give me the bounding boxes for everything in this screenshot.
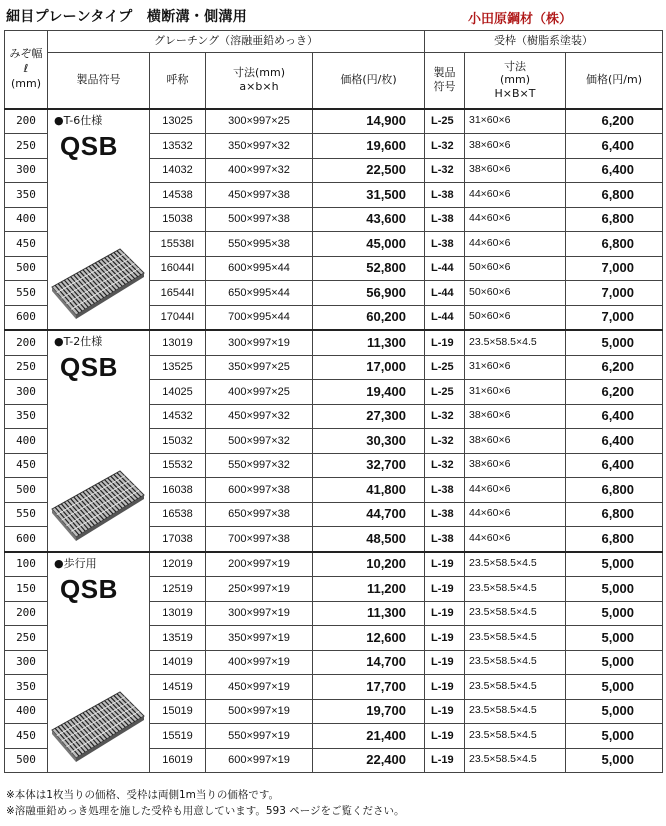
nominal-cell: 14032: [150, 158, 206, 183]
frame-code-cell: L-19: [425, 748, 465, 773]
frame-dimension-cell: 38×60×6: [465, 453, 566, 478]
nominal-cell: 17044I: [150, 305, 206, 330]
dimension-cell: 500×997×38: [206, 207, 313, 232]
frame-price-cell: 7,000: [566, 305, 663, 330]
frame-dimension-cell: 23.5×58.5×4.5: [465, 699, 566, 724]
frame-price-cell: 5,000: [566, 699, 663, 724]
width-cell: 450: [5, 724, 48, 749]
note-2: ※溶融亜鉛めっき処理を施した受枠も用意しています。593 ページをご覧ください。: [6, 805, 405, 817]
frame-dimension-cell: 23.5×58.5×4.5: [465, 626, 566, 651]
table-row: [5, 330, 663, 355]
price-cell: 17,700: [313, 675, 425, 700]
width-cell: 400: [5, 207, 48, 232]
dimension-cell: 550×997×32: [206, 453, 313, 478]
frame-dimension-header: 寸法 (mm) H×B×T: [465, 53, 566, 109]
nominal-cell: 16544I: [150, 281, 206, 306]
width-cell: 600: [5, 305, 48, 330]
dimension-cell: 350×997×25: [206, 355, 313, 380]
nominal-cell: 13519: [150, 626, 206, 651]
price-cell: 11,300: [313, 330, 425, 355]
dimension-cell: 650×997×38: [206, 502, 313, 527]
frame-dimension-cell: 31×60×6: [465, 380, 566, 405]
frame-price-cell: 6,800: [566, 183, 663, 208]
grating-product-image: [50, 686, 146, 764]
frame-code-cell: L-19: [425, 330, 465, 355]
frame-product-header: 製品 符号: [425, 53, 465, 109]
nominal-cell: 13525: [150, 355, 206, 380]
price-cell: 12,600: [313, 626, 425, 651]
price-cell: 32,700: [313, 453, 425, 478]
nominal-cell: 16538: [150, 502, 206, 527]
frame-dimension-cell: 23.5×58.5×4.5: [465, 552, 566, 577]
price-cell: 56,900: [313, 281, 425, 306]
dimension-cell: 500×997×19: [206, 699, 313, 724]
frame-dimension-cell: 31×60×6: [465, 355, 566, 380]
width-cell: 550: [5, 502, 48, 527]
table-row: [5, 109, 663, 134]
price-cell: 22,400: [313, 748, 425, 773]
nominal-cell: 13025: [150, 109, 206, 134]
product-cell: [48, 330, 150, 552]
price-cell: 19,600: [313, 134, 425, 159]
frame-price-cell: 5,000: [566, 675, 663, 700]
width-cell: 250: [5, 355, 48, 380]
dimension-cell: 550×997×19: [206, 724, 313, 749]
nominal-cell: 16044I: [150, 256, 206, 281]
nominal-cell: 16019: [150, 748, 206, 773]
nominal-cell: 14532: [150, 404, 206, 429]
dimension-cell: 700×995×44: [206, 305, 313, 330]
frame-code-cell: L-19: [425, 577, 465, 602]
width-cell: 500: [5, 256, 48, 281]
dimension-header: 寸法(mm) a×b×h: [206, 53, 313, 109]
frame-dimension-cell: 23.5×58.5×4.5: [465, 748, 566, 773]
nominal-cell: 17038: [150, 527, 206, 552]
frame-price-cell: 5,000: [566, 626, 663, 651]
price-cell: 31,500: [313, 183, 425, 208]
nominal-cell: 14019: [150, 650, 206, 675]
nominal-cell: 15032: [150, 429, 206, 454]
frame-price-cell: 6,800: [566, 232, 663, 257]
price-cell: 43,600: [313, 207, 425, 232]
frame-price-cell: 5,000: [566, 650, 663, 675]
grating-product-image: [50, 465, 146, 543]
dimension-cell: 600×997×38: [206, 478, 313, 503]
price-cell: 27,300: [313, 404, 425, 429]
frame-price-cell: 6,800: [566, 478, 663, 503]
frame-code-cell: L-44: [425, 305, 465, 330]
width-cell: 200: [5, 601, 48, 626]
frame-code-cell: L-25: [425, 355, 465, 380]
price-cell: 14,900: [313, 109, 425, 134]
width-cell: 300: [5, 380, 48, 405]
nominal-cell: 16038: [150, 478, 206, 503]
nominal-cell: 15038: [150, 207, 206, 232]
frame-price-cell: 7,000: [566, 281, 663, 306]
price-cell: 48,500: [313, 527, 425, 552]
price-cell: 17,000: [313, 355, 425, 380]
dimension-cell: 400×997×32: [206, 158, 313, 183]
frame-price-cell: 7,000: [566, 256, 663, 281]
frame-code-cell: L-32: [425, 158, 465, 183]
frame-code-cell: L-25: [425, 380, 465, 405]
frame-dimension-cell: 50×60×6: [465, 305, 566, 330]
price-cell: 30,300: [313, 429, 425, 454]
width-cell: 400: [5, 699, 48, 724]
dimension-cell: 450×997×19: [206, 675, 313, 700]
width-cell: 500: [5, 748, 48, 773]
frame-dimension-cell: 23.5×58.5×4.5: [465, 601, 566, 626]
dimension-cell: 650×995×44: [206, 281, 313, 306]
width-cell: 100: [5, 552, 48, 577]
frame-dimension-cell: 23.5×58.5×4.5: [465, 724, 566, 749]
frame-price-cell: 6,400: [566, 158, 663, 183]
dimension-cell: 700×997×38: [206, 527, 313, 552]
table-row: [5, 552, 663, 577]
frame-dimension-cell: 38×60×6: [465, 429, 566, 454]
price-meter-header: 価格(円/m): [566, 53, 663, 109]
frame-price-cell: 6,400: [566, 429, 663, 454]
width-cell: 400: [5, 429, 48, 454]
frame-code-cell: L-38: [425, 527, 465, 552]
width-cell: 350: [5, 675, 48, 700]
price-cell: 52,800: [313, 256, 425, 281]
nominal-cell: 15532: [150, 453, 206, 478]
grating-product-image: [50, 243, 146, 321]
frame-price-cell: 5,000: [566, 552, 663, 577]
nominal-cell: 15019: [150, 699, 206, 724]
frame-code-cell: L-32: [425, 453, 465, 478]
dimension-cell: 200×997×19: [206, 552, 313, 577]
frame-code-cell: L-19: [425, 552, 465, 577]
width-cell: 550: [5, 281, 48, 306]
frame-price-cell: 5,000: [566, 724, 663, 749]
product-name: QSB: [60, 352, 118, 382]
frame-price-cell: 5,000: [566, 330, 663, 355]
width-cell: 250: [5, 626, 48, 651]
note-1: ※本体は1枚当りの価格、受枠は両側1m当りの価格です。: [6, 789, 280, 801]
product-cell: [48, 109, 150, 331]
width-cell: 350: [5, 404, 48, 429]
frame-dimension-cell: 44×60×6: [465, 232, 566, 257]
dimension-cell: 300×997×25: [206, 109, 313, 134]
frame-dimension-cell: 31×60×6: [465, 109, 566, 134]
frame-price-cell: 6,800: [566, 502, 663, 527]
frame-code-cell: L-25: [425, 109, 465, 134]
price-cell: 44,700: [313, 502, 425, 527]
frame-price-cell: 6,200: [566, 355, 663, 380]
frame-dimension-cell: 44×60×6: [465, 207, 566, 232]
nominal-cell: 14025: [150, 380, 206, 405]
frame-dimension-cell: 23.5×58.5×4.5: [465, 577, 566, 602]
frame-code-cell: L-19: [425, 601, 465, 626]
dimension-cell: 600×997×19: [206, 748, 313, 773]
frame-code-cell: L-19: [425, 699, 465, 724]
width-cell: 600: [5, 527, 48, 552]
price-cell: 19,400: [313, 380, 425, 405]
nominal-header: 呼称: [150, 53, 206, 109]
dimension-cell: 450×997×32: [206, 404, 313, 429]
frame-code-cell: L-32: [425, 404, 465, 429]
frame-price-cell: 5,000: [566, 601, 663, 626]
dimension-cell: 250×997×19: [206, 577, 313, 602]
nominal-cell: 12019: [150, 552, 206, 577]
price-cell: 14,700: [313, 650, 425, 675]
frame-dimension-cell: 38×60×6: [465, 158, 566, 183]
nominal-cell: 14519: [150, 675, 206, 700]
frame-dimension-cell: 38×60×6: [465, 404, 566, 429]
frame-dimension-cell: 44×60×6: [465, 502, 566, 527]
frame-dimension-cell: 50×60×6: [465, 256, 566, 281]
spec-label: ●T-6仕様: [54, 113, 103, 127]
frame-code-cell: L-19: [425, 724, 465, 749]
price-cell: 41,800: [313, 478, 425, 503]
price-table: [4, 30, 663, 773]
frame-price-cell: 6,800: [566, 527, 663, 552]
frame-group-header: 受枠（樹脂系塗装）: [425, 31, 663, 53]
width-cell: 450: [5, 232, 48, 257]
frame-dimension-cell: 23.5×58.5×4.5: [465, 650, 566, 675]
frame-price-cell: 6,800: [566, 207, 663, 232]
width-cell: 250: [5, 134, 48, 159]
price-cell: 19,700: [313, 699, 425, 724]
frame-price-cell: 6,400: [566, 134, 663, 159]
frame-code-cell: L-32: [425, 134, 465, 159]
dimension-cell: 500×997×32: [206, 429, 313, 454]
frame-dimension-cell: 44×60×6: [465, 183, 566, 208]
frame-code-cell: L-38: [425, 478, 465, 503]
frame-price-cell: 5,000: [566, 748, 663, 773]
brand-name: 小田原鋼材（株）: [467, 12, 572, 27]
frame-price-cell: 6,200: [566, 380, 663, 405]
width-cell: 300: [5, 650, 48, 675]
price-cell: 10,200: [313, 552, 425, 577]
dimension-cell: 400×997×25: [206, 380, 313, 405]
price-cell: 21,400: [313, 724, 425, 749]
frame-dimension-cell: 50×60×6: [465, 281, 566, 306]
dimension-cell: 350×997×32: [206, 134, 313, 159]
frame-code-cell: L-38: [425, 502, 465, 527]
product-code-header: 製品符号: [48, 53, 150, 109]
price-cell: 22,500: [313, 158, 425, 183]
frame-code-cell: L-19: [425, 650, 465, 675]
nominal-cell: 13019: [150, 601, 206, 626]
width-cell: 450: [5, 453, 48, 478]
price-cell: 11,300: [313, 601, 425, 626]
dimension-cell: 550×995×38: [206, 232, 313, 257]
page-title: 細目プレーンタイプ 横断溝・側溝用: [6, 9, 247, 25]
price-cell: 11,200: [313, 577, 425, 602]
frame-price-cell: 6,400: [566, 404, 663, 429]
spec-label: ●T-2仕様: [54, 335, 103, 348]
dimension-cell: 450×997×38: [206, 183, 313, 208]
nominal-cell: 15519: [150, 724, 206, 749]
width-cell: 350: [5, 183, 48, 208]
width-cell: 200: [5, 330, 48, 355]
frame-price-cell: 6,200: [566, 109, 663, 134]
nominal-cell: 13019: [150, 330, 206, 355]
frame-code-cell: L-32: [425, 429, 465, 454]
dimension-cell: 300×997×19: [206, 330, 313, 355]
frame-code-cell: L-19: [425, 626, 465, 651]
nominal-cell: 15538I: [150, 232, 206, 257]
spec-label: ●歩行用: [54, 556, 97, 570]
width-cell: 300: [5, 158, 48, 183]
frame-dimension-cell: 23.5×58.5×4.5: [465, 675, 566, 700]
dimension-cell: 400×997×19: [206, 650, 313, 675]
price-cell: 45,000: [313, 232, 425, 257]
nominal-cell: 13532: [150, 134, 206, 159]
price-piece-header: 価格(円/枚): [313, 53, 425, 109]
product-name: QSB: [60, 130, 118, 161]
nominal-cell: 14538: [150, 183, 206, 208]
dimension-cell: 350×997×19: [206, 626, 313, 651]
frame-code-cell: L-19: [425, 675, 465, 700]
frame-dimension-cell: 44×60×6: [465, 527, 566, 552]
frame-dimension-cell: 44×60×6: [465, 478, 566, 503]
nominal-cell: 12519: [150, 577, 206, 602]
frame-code-cell: L-38: [425, 207, 465, 232]
frame-code-cell: L-38: [425, 183, 465, 208]
width-cell: 200: [5, 109, 48, 134]
price-cell: 60,200: [313, 305, 425, 330]
frame-code-cell: L-38: [425, 232, 465, 257]
frame-price-cell: 5,000: [566, 577, 663, 602]
width-cell: 150: [5, 577, 48, 602]
frame-dimension-cell: 23.5×58.5×4.5: [465, 330, 566, 355]
width-cell: 500: [5, 478, 48, 503]
product-cell: [48, 552, 150, 773]
frame-code-cell: L-44: [425, 256, 465, 281]
frame-dimension-cell: 38×60×6: [465, 134, 566, 159]
width-header: みぞ幅 ℓ (mm): [5, 31, 48, 109]
grating-group-header: グレーチング（溶融亜鉛めっき）: [48, 31, 425, 53]
dimension-cell: 300×997×19: [206, 601, 313, 626]
product-name: QSB: [60, 573, 118, 604]
frame-price-cell: 6,400: [566, 453, 663, 478]
frame-code-cell: L-44: [425, 281, 465, 306]
dimension-cell: 600×995×44: [206, 256, 313, 281]
